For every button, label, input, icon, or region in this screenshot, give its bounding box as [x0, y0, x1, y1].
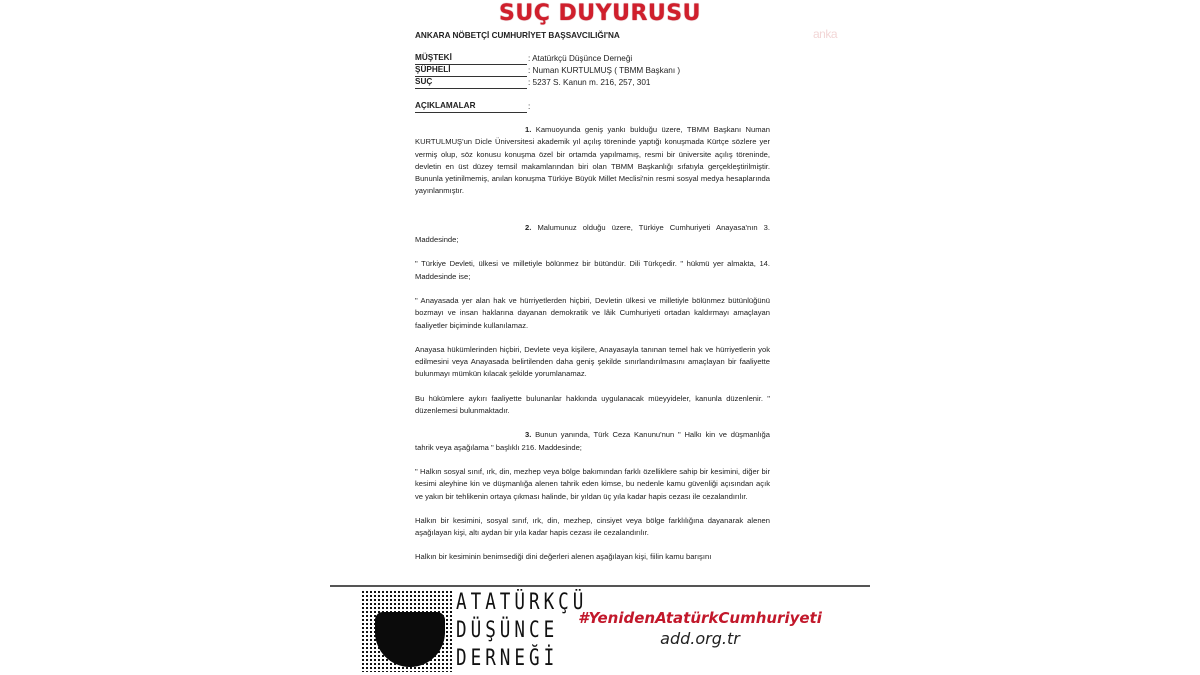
document-title: SUÇ DUYURUSU	[499, 1, 701, 26]
quote-article-216-2: Halkın bir kesimini, sosyal sınıf, ırk, din, mezhep, cinsiyet veya bölge farklılığına dayanarak alenen aşağılayan kişi, altı aydan bir yıla kadar hapis cezası ile cezalandırılır.	[415, 515, 770, 538]
field-label: ŞÜPHELİ	[415, 65, 527, 77]
field-value: : 5237 S. Kanun m. 216, 257, 301	[528, 78, 651, 87]
paragraph-1	[415, 124, 770, 198]
logo-line: ATATÜRKÇÜ	[456, 590, 588, 615]
quote-article-216: " Halkın sosyal sınıf, ırk, din, mezhep veya bölge bakımından farklı özelliklere sahip bir kesimini, diğer bir kesimi aleyhine kin ve düşmanlığa alenen tahrik eden kimse, bu nedenle kamu güvenliği açısından açık ve yakın bir tehlikenin ortaya çıkması halinde, bir yıldan üç yıla kadar hapis cezası ile cezalandırılır.	[415, 466, 770, 501]
paragraph-number: 1.	[525, 125, 532, 134]
field-label: AÇIKLAMALAR	[415, 101, 527, 113]
addressee: ANKARA NÖBETÇİ CUMHURİYET BAŞSAVCILIĞI'NA	[415, 31, 620, 40]
quote-article-14-cont: Anayasa hükümlerinden hiçbiri, Devlete veya kişilere, Anayasayla tanınan temel hak ve hürriyetlerin yok edilmesini veya Anayasada belirtilenden daha geniş şekilde sınırlandırılmasını amaçlayan bir faaliyette bulunmayı mümkün kılacak şekilde yorumlanamaz.	[415, 344, 770, 379]
field-value: : Numan KURTULMUŞ ( TBMM Başkanı )	[528, 66, 681, 75]
document-body	[415, 124, 770, 564]
field-value: :	[528, 102, 531, 111]
field-complainant	[415, 53, 632, 65]
paragraph-2	[415, 222, 770, 247]
quote-article-3: " Türkiye Devleti, ülkesi ve milletiyle bölünmez bir bütündür. Dili Türkçedir. " hükmü yer almakta, 14. Maddesinde ise;	[415, 259, 770, 281]
paragraph-text: Kamuoyunda geniş yankı bulduğu üzere, TBMM Başkanı Numan KURTULMUŞ'un Dicle Üniversitesi akademik yıl açılış töreninde yaptığı konuşmada Kürtçe sözlere yer vermiş olup, söz konusu konuşma özel bir ortamda yapılmamış, resmi bir üniversite açılış töreninde, devletin en üst düzey temsil makamlarından biri olan TBMM Başkanlığı sıfatıyla gerçekleştirilmiştir. Bununla yetinilmemiş, anılan konuşma Türkiye Büyük Millet Meclisi'nin resmi sosyal medya hesaplarında yayınlanmıştır.	[415, 125, 770, 196]
field-crime	[415, 77, 650, 89]
paragraph-3	[415, 429, 770, 454]
paragraph-number: 3.	[525, 430, 532, 440]
paragraph-text: Malumunuz olduğu üzere, Türkiye Cumhuriyeti Anayasa'nın 3. Maddesinde;	[415, 222, 770, 245]
hashtag: #YenidenAtatürkCumhuriyeti	[578, 609, 822, 627]
website-link[interactable]: add.org.tr	[660, 629, 740, 648]
field-value: : Atatürkçü Düşünce Derneği	[528, 54, 633, 63]
field-suspect	[415, 65, 680, 77]
field-explanations	[415, 101, 530, 113]
logo-wordmark	[456, 589, 588, 673]
logo-line: DÜŞÜNCE	[456, 618, 559, 643]
quote-article-216-3: Halkın bir kesiminin benimsediği dini değerleri alenen aşağılayan kişi, fiilin kamu barışını	[415, 552, 712, 562]
anka-watermark: anka	[813, 27, 838, 41]
paragraph-number: 2.	[525, 222, 532, 232]
field-label: SUÇ	[415, 77, 527, 89]
quote-article-14: " Anayasada yer alan hak ve hürriyetlerden hiçbiri, Devletin ülkesi ve milletiyle bölünmez bütünlüğünü bozmayı ve insan haklarına dayanan demokratik ve lâik Cumhuriyeti ortadan kaldırmayı amaçlayan faaliyetler biçiminde kullanılamaz.	[415, 295, 770, 330]
logo-line: DERNEĞİ	[456, 646, 559, 671]
footer-divider	[330, 585, 870, 587]
paragraph-text: Bunun yanında, Türk Ceza Kanunu'nun " Halkı kin ve düşmanlığa tahrik veya aşağılama " başlıklı 216. Maddesinde;	[415, 430, 770, 452]
field-label: MÜŞTEKİ	[415, 53, 527, 65]
quote-article-14-end: Bu hükümlere aykırı faaliyette bulunanlar hakkında uygulanacak müeyyideler, kanunla düzenlenir. " düzenlemesi bulunmaktadır.	[415, 393, 770, 416]
